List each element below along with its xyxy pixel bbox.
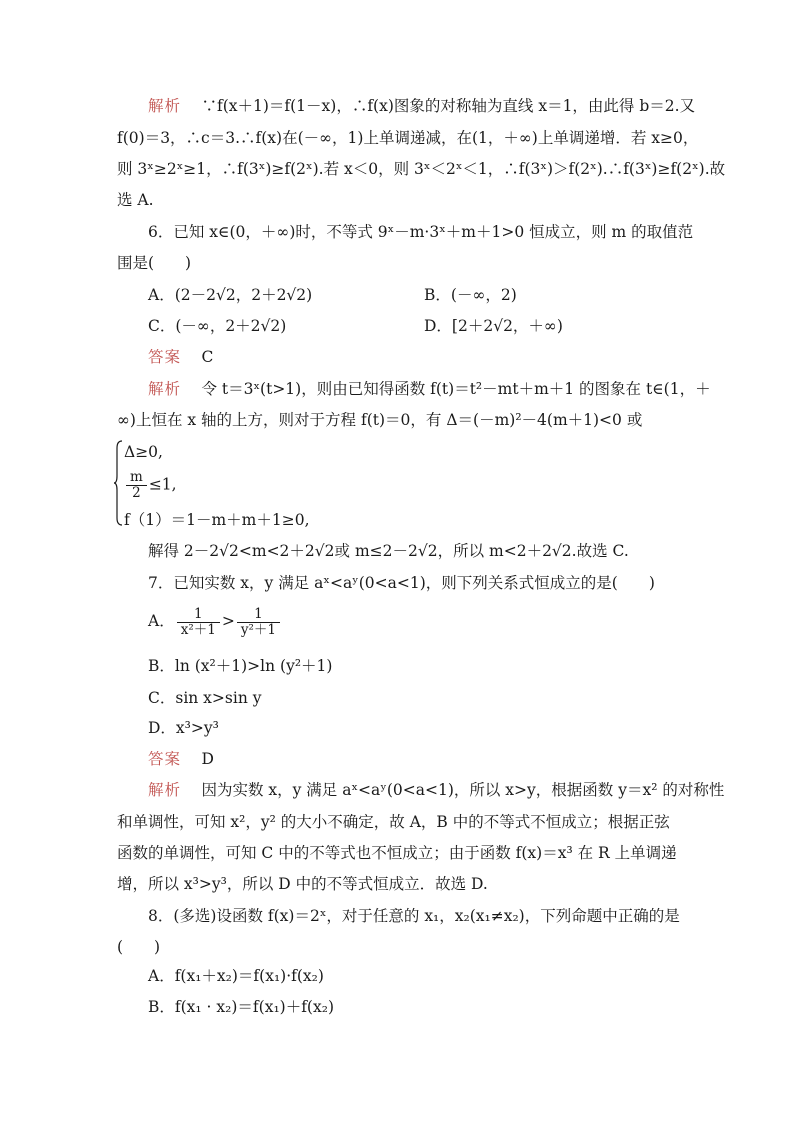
sol5-text-1: ∵f(x＋1)＝f(1－x)，∴f(x)图象的对称轴为直线 x＝1，由此得 b＝2.又 — [201, 97, 696, 115]
q6-solution-text-1: 令 t＝3ˣ(t>1)，则由已知得函数 f(t)＝t²－mt＋m＋1 的图象在 t∈(1，＋ — [201, 380, 711, 398]
q7-option-a-relation: > — [221, 612, 235, 630]
q7-option-a-prefix: A． — [148, 612, 175, 630]
q6-answer-value: C — [201, 348, 214, 366]
q6-stem-line-2: 围是( ) — [117, 254, 192, 272]
fraction-numerator: 1 — [177, 607, 220, 623]
q6-solution-line-2: ∞)上恒在 x 轴的上方，则对于方程 f(t)＝0，有 Δ＝(－m)²－4(m＋1)<0 或 — [117, 411, 643, 429]
q6-system-line-2-rest: ≤1, — [148, 475, 177, 494]
q8-option-b: B．f(x₁ · x₂)＝f(x₁)＋f(x₂) — [148, 998, 334, 1016]
q6-solution-line-1 — [148, 379, 711, 399]
answer-label: 答案 — [148, 750, 182, 768]
fraction-denominator: x²＋1 — [180, 621, 216, 638]
q7-solution-line-4: 增，所以 x³>y³，所以 D 中的不等式恒成立．故选 D. — [117, 875, 488, 893]
fraction-1-over-y2-plus-1 — [237, 607, 280, 638]
q6-option-d: D．[2＋2√2，＋∞) — [424, 317, 563, 335]
q6-answer — [148, 347, 213, 367]
q6-solution-line-3: 解得 2－2√2<m<2＋2√2或 m≤2－2√2，所以 m<2＋2√2.故选 C. — [148, 542, 629, 560]
sol5-line-3: 则 3ˣ≥2ˣ≥1，∴f(3ˣ)≥f(2ˣ).若 x＜0，则 3ˣ＜2ˣ＜1，∴f(3ˣ)＞f(2ˣ).∴f(3ˣ)≥f(2ˣ).故 — [117, 160, 726, 178]
q7-stem: 7．已知实数 x，y 满足 aˣ<aʸ(0<a<1)，则下列关系式恒成立的是( ) — [148, 574, 655, 592]
answer-label: 答案 — [148, 348, 182, 366]
q7-answer-value: D — [201, 750, 214, 768]
q8-option-a: A．f(x₁＋x₂)＝f(x₁)·f(x₂) — [148, 967, 324, 985]
sol5-line-4: 选 A. — [117, 191, 154, 209]
solution-label: 解析 — [148, 781, 182, 799]
q7-option-b: B．ln (x²＋1)>ln (y²＋1) — [148, 657, 333, 675]
q6-option-b: B．(－∞，2) — [424, 286, 517, 304]
solution-label: 解析 — [148, 97, 182, 115]
q6-system-line-1: Δ≥0, — [124, 443, 163, 461]
q6-option-c: C．(－∞，2＋2√2) — [148, 317, 287, 335]
left-brace-icon — [113, 440, 123, 526]
fraction-numerator: 1 — [237, 607, 280, 623]
q8-stem-line-2: ( ) — [117, 938, 161, 956]
sol5-line-2: f(0)＝3，∴c＝3.∴f(x)在(－∞，1)上单调递减，在(1，＋∞)上单调递增．若 x≥0， — [117, 129, 699, 147]
q6-option-a: A．(2－2√2，2＋2√2) — [148, 286, 313, 304]
q7-option-c: C．sin x>sin y — [148, 689, 262, 707]
q7-solution-line-3: 函数的单调性，可知 C 中的不等式也不恒成立；由于函数 f(x)＝x³ 在 R 上单调递 — [117, 844, 677, 862]
q6-system-line-3: f（1）＝1－m＋m＋1≥0, — [124, 511, 310, 529]
fraction-m-over-2 — [126, 470, 147, 501]
q7-solution-line-2: 和单调性，可知 x²，y² 的大小不确定，故 A，B 中的不等式不恒成立；根据正弦 — [117, 813, 670, 831]
fraction-1-over-x2-plus-1 — [177, 607, 220, 638]
fraction-denominator: y²＋1 — [240, 621, 276, 638]
fraction-numerator: m — [126, 470, 147, 486]
q7-solution-text-1: 因为实数 x，y 满足 aˣ<aʸ(0<a<1)，所以 x>y，根据函数 y＝x² 的对称性 — [201, 781, 725, 799]
sol5-line-1 — [148, 96, 695, 116]
q7-option-a — [148, 603, 282, 639]
q7-solution-line-1 — [148, 780, 724, 800]
fraction-denominator: 2 — [132, 485, 141, 501]
q6-system-line-2 — [124, 470, 177, 501]
q8-stem-line-1: 8．(多选)设函数 f(x)＝2ˣ，对于任意的 x₁，x₂(x₁≠x₂)，下列命题中正确的是 — [148, 907, 680, 925]
q7-option-d: D．x³>y³ — [148, 719, 219, 737]
q6-stem-line-1: 6．已知 x∈(0，＋∞)时，不等式 9ˣ－m·3ˣ＋m＋1>0 恒成立，则 m 的取值范 — [148, 223, 694, 241]
q7-answer — [148, 749, 214, 769]
solution-label: 解析 — [148, 380, 182, 398]
